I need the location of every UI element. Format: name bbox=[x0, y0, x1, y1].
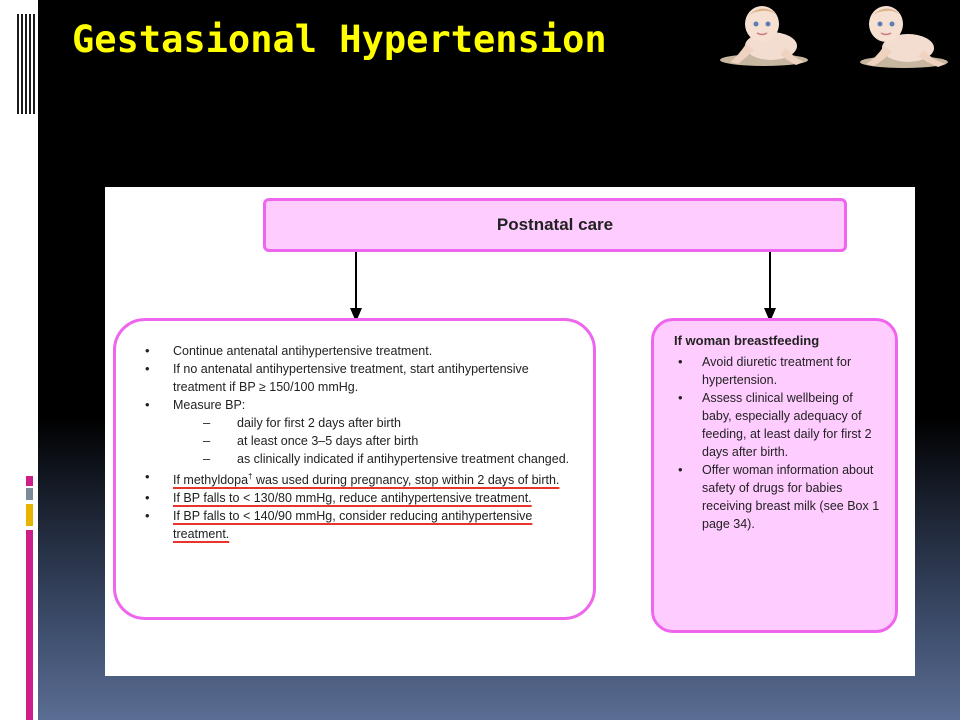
list-item: • If methyldopa† was used during pregnancy, stop within 2 days of birth. bbox=[137, 468, 577, 489]
strip-block-magenta-long bbox=[26, 530, 33, 720]
bp-schedule-sublist bbox=[173, 414, 577, 468]
crawling-baby-icon bbox=[856, 2, 950, 72]
sub-list-item: – daily for first 2 days after birth bbox=[173, 414, 577, 432]
crawling-baby-icon bbox=[716, 2, 810, 72]
list-item: • If no antenatal antihypertensive treatment, start antihypertensive treatment if BP ≥ 150/100 mmHg. bbox=[137, 360, 577, 396]
postnatal-care-label: Postnatal care bbox=[496, 215, 614, 234]
list-item: • Assess clinical wellbeing of baby, especially adequacy of feeding, at least daily for first 2 days after birth. bbox=[674, 389, 884, 461]
list-item: • If BP falls to < 140/90 mmHg, consider reducing antihypertensive treatment. bbox=[137, 507, 577, 543]
general-care-list bbox=[137, 342, 577, 543]
strip-block-magenta bbox=[26, 476, 33, 486]
sub-list-item: – as clinically indicated if antihypertensive treatment changed. bbox=[173, 450, 577, 468]
sub-list-item: – at least once 3–5 days after birth bbox=[173, 432, 577, 450]
list-item: • If BP falls to < 130/80 mmHg, reduce antihypertensive treatment. bbox=[137, 489, 577, 507]
left-decorative-strip bbox=[0, 0, 38, 720]
strip-block-gray bbox=[26, 488, 33, 500]
breastfeeding-heading: If woman breastfeeding bbox=[674, 333, 820, 348]
breastfeeding-box bbox=[651, 318, 898, 633]
arrow-down-left-icon bbox=[346, 252, 366, 324]
strip-block-yellow bbox=[26, 504, 33, 526]
footnote-dagger: † bbox=[248, 472, 253, 481]
breastfeeding-list bbox=[674, 353, 884, 533]
list-item: • Avoid diuretic treatment for hypertension. bbox=[674, 353, 884, 389]
flowchart-panel bbox=[105, 187, 915, 676]
list-item: • Offer woman information about safety of drugs for babies receiving breast milk (see Box 1 page 34). bbox=[674, 461, 884, 533]
arrow-down-right-icon bbox=[760, 252, 780, 324]
postnatal-care-box bbox=[263, 198, 847, 252]
general-care-box bbox=[113, 318, 596, 620]
slide-title: Gestasional Hypertension bbox=[72, 18, 607, 61]
list-item: • Continue antenatal antihypertensive treatment. bbox=[137, 342, 577, 360]
strip-lines bbox=[17, 14, 37, 114]
list-item: • Measure BP: – daily for first 2 days after birth – at least once 3–5 days after birth – as clinically indicated if antihypertensive treatment changed. bbox=[137, 396, 577, 468]
